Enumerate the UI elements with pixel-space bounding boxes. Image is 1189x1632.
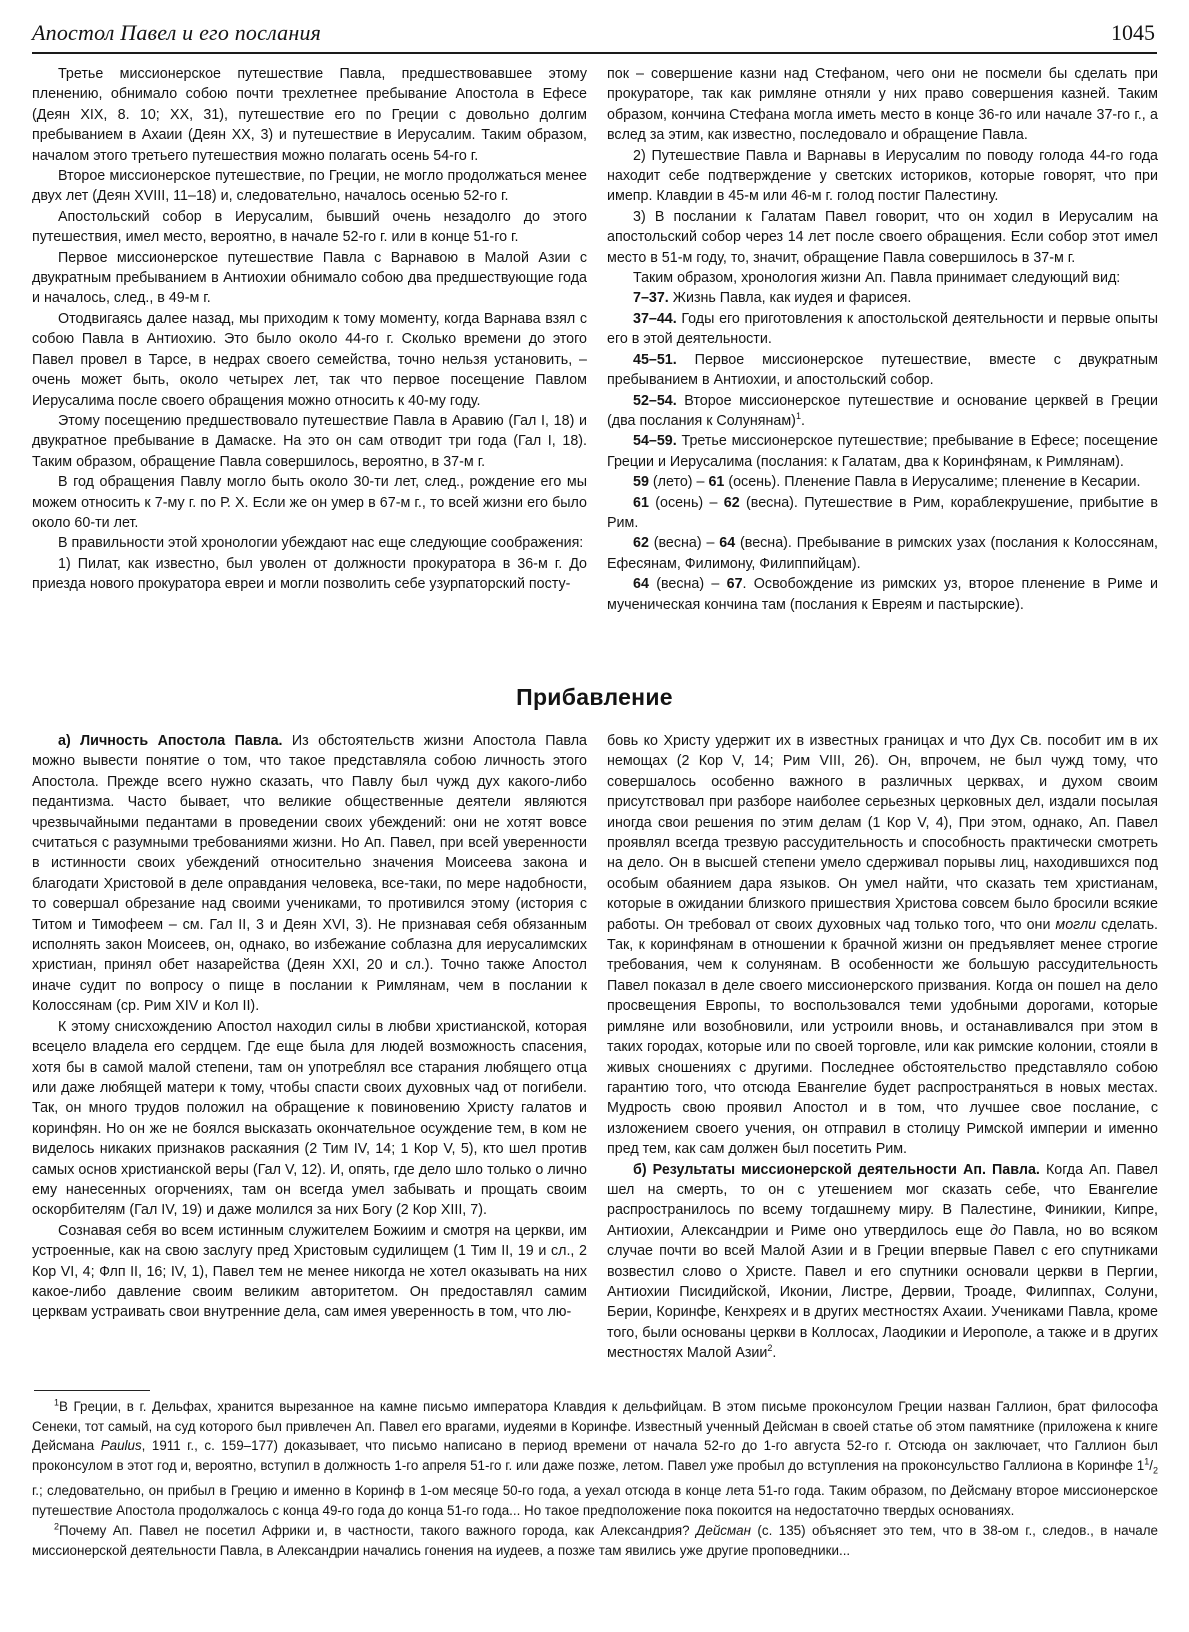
chronology-period: 45–51. [633,351,677,368]
chronology-period: 7–37. [633,290,669,307]
chronology-entry: 52–54. Второе миссионерское путешествие и основание церквей в Греции (два послания к Солунянам)$^1$. [607,392,1158,429]
chronology-entry: 62 (весна) – 64 (весна). Пребывание в римских узах (послания к Колоссянам, Ефесянам, Филимону, Филиппийцам). [607,535,1158,572]
paragraph: б) Результаты миссионерской деятельности Ап. Павла. Когда Ап. Павел шел на смерть, то он с утешением мог сказать себе, что Евангелие распространилось по всему тогдашнему миру. В Палестине, Финикии, Кипре, Антиохии, Александрии и Риме оно утвердилось еще до Павла, но во всяком случае почти во всей Малой Азии и в Греции впервые Павел с его спутниками возвестил слово о Христе. Павел и его спутники основали церкви в Пергии, Антиохии Писидийской, Иконии, Листре, Дервии, Троаде, Филиппах, Солуни, Берии, Коринфе, Кенхреях и в других местностях Ахаии. Учениками Павла, кроме того, были основаны церкви в Коллосах, Лаодикии и Иерополе, а также и в других местностях Малой Азии$^2$. [607,1161,1159,1362]
footnotes [32,1397,1158,1560]
left-column-bottom [32,731,587,1323]
paragraph: В год обращения Павлу могло быть около 30-ти лет, след., рождение его мы можем относить к 7-му г. по Р. Х. Если же он умер в 67-м г., то всей жизни его было около 60-ти лет. [32,474,587,531]
right-column-top [607,64,1158,615]
chronology-entry: 37–44. Годы его приготовления к апостольской деятельности и первые опыты его в этой деятельности. [607,310,1158,348]
chronology-period: 54–59. [633,433,677,450]
paragraph: Этому посещению предшествовало путешествие Павла в Аравию (Гал I, 18) и двукратное пребывание в Дамаске. На это он сам отводит три года (Гал I, 18). Таким образом, обращение Павла совершилось, вероятно, в 37-м г. [32,412,587,470]
right-column-bottom [607,731,1158,1364]
paragraph: 2) Путешествие Павла и Варнавы в Иерусалим по поводу голода 44-го года находит себе подтверждение у светских историков, которые говорят, что при имепр. Клавдии в 45-м или 46-м г. голод постиг Палестину. [607,147,1158,205]
chronology-entry: 59 (лето) – 61 (осень). Пленение Павла в Иерусалиме; пленение в Кесарии. [633,474,1141,491]
subsection-heading: б) Результаты миссионерской деятельности Ап. Павла. [633,1161,1040,1178]
footnote-divider [34,1390,150,1391]
page-number: 1045 [1111,20,1155,45]
chronology-entry: 64 (весна) – 67. Освобождение из римских уз, второе пленение в Риме и мученическая кончина там (послания к Евреям и пастырские). [607,576,1158,613]
page-header [32,18,1157,54]
chronology-entry: 45–51. Первое миссионерское путешествие, вместе с двукратным пребыванием в Антиохии, и апостольский собор. [607,351,1158,389]
paragraph: Таким образом, хронология жизни Ап. Павла принимает следующий вид: [633,270,1121,287]
paragraph: 1) Пилат, как известно, был уволен от должности прокуратора в 36-м г. До приезда нового прокуратора евреи и могли позволить себе узурпаторский посту- [32,555,587,593]
footnote-1: $^1$В Греции, в г. Дельфах, хранится вырезанное на камне письмо императора Клавдия к дельфийцам. В этом письме проконсулом Греции назван Галлион, брат философа Сенеки, тот самый, на суд которого был привлечен Ап. Павел его врагами, иудеями в Коринфе. Известный ученный Дейсман в своей статье об этом памятнике (приложена к книге Дейсмана Paulus, 1911 г., с. 159–177) доказывает, что письмо написано в период времени от начала 52-го до 1-го августа 52-го г. Отсюда он заключает, что Галлион был проконсулом в этот год и, вероятно, вступил в должность 1-го апреля 51-го г. или даже позже, летом. Павел уже пробыл до вступления на проконсульство Галлиона в Коринфе $1^1/_2$ г.; следовательно, он прибыл в Грецию и именно в Коринф в 1-ом месяце 50-го года, а уехал отсюда в конце лета 51-го года. Таким образом, по Дейсману второе миссионерское путешествие Апостола продолжалось с конца 49-го года до конца 51-го года... Но такое предположение пока покоится на недостаточно твердых основаниях. [32,1397,1158,1519]
paragraph: 3) В послании к Галатам Павел говорит, что он ходил в Иерусалим на апостольский собор через 14 лет после своего обращения. Если собор этот имел место в 51-м году, то, значит, обращение Павла совершилось в 37-м г. [607,208,1158,266]
paragraph: Сознавая себя во всем истинным служителем Божиим и смотря на церкви, им устроенные, как на свою заслугу пред Христовым судилищем (1 Тим II, 19 и сл., 2 Кор VI, 4; Флп II, 16; IV, 1), Павел тем не менее никогда не хотел оказывать на них какое-либо давление своим великим авторитетом. Он предоставлял самим церквам устраивать свои внутренние дела, сам имея уверенность в том, что лю- [32,1222,587,1321]
paragraph: бовь ко Христу удержит их в известных границах и что Дух Св. пособит им в их немощах (2 Кор V, 14; Рим VIII, 26). Он, впрочем, не был чужд тому, что совершалось особенно важного в различных церквах, и духом своим присутствовал при разборе наиболее серьезных церковных дел, издали посылая иногда свои решения по этим делам (1 Кор V, 4), При этом, однако, Ап. Павел проявлял всегда трезвую рассудительность и способность практически смотреть на дело. Он в высшей степени умело сдерживал порывы лиц, находившихся под особым обаянием дара языков. Он умел найти, что сказать тем христианам, которые в ожидании близкого пришествия Христова совсем было бросили всякие работы. Он требовал от своих духовных чад только того, что они могли сделать. Так, к коринфянам в отношении к брачной жизни он предъявляет менее строгие требования, чем к солунянам. В особенности же большую рассудительность Павел показал в деле своего миссионерского призвания. Когда он пошел на дело просвещения Европы, то воспользовался теми удобными дорогами, которые римляне или возобновили, или устроили вновь, и останавливался при этом в таких городах, которые или по своей торговле, или как римские колонии, стояли в живых сношениях с другими. Последнее обстоятельство представляло собою гарантию того, что отсюда Евангелие будет распространяться в новых местах. Мудрость свою проявил Апостол и в том, что лучшее свое послание, с изложением своего учения, он отправил в столицу Римской империи и именно пред тем, как сам должен был посетить Рим. [607,733,1158,1158]
footnote-mark: 2 [54,1521,60,1532]
chronology-period: 37–44. [633,310,677,327]
section-title: Прибавление [516,684,673,710]
chronology-entry: 61 (осень) – 62 (весна). Путешествие в Рим, кораблекрушение, прибытие в Рим. [607,494,1158,531]
paragraph: а) Личность Апостола Павла. Из обстоятельств жизни Апостола Павла можно вывести понятие о том, что такое представляла собою личность этого Апостола. Прежде всего нужно сказать, что Павлу был чужд дух какого-либо педантизма. Часто бывает, что великие общественные деятели являются чрезвычайными педантами в проведении своих убеждений: они не хотят вовсе считаться с разумными требованиями жизни. Но Ап. Павел, при всей уверенности в истинности своих убеждений относительно значения Моисеева закона и благодати Христовой в деле оправдания человека, все-таки, по мере надобности, то совершал обрезание над своими учениками, то противился этому (история с Титом и Тимофеем – см. Гал II, 3 и Деян XVI, 3). Не признавая себя обязанным исполнять закон Моисеев, он, однако, во избежание соблазна для иерусалимских христиан, принял обет назарейства (Деян XXI, 20 и сл.). Точно также Апостол иначе судит по вопросу о пище в послании к Римлянам, чем в послании к Колоссянам (ср. Рим XIV и Кол II). [32,733,587,1015]
left-column-top [32,64,587,595]
chronology-entry: 7–37. Жизнь Павла, как иудея и фарисея. [633,290,912,307]
footnote-ref: 2 [767,1343,773,1354]
footnote-ref: 1 [795,411,801,422]
paragraph: Третье миссионерское путешествие Павла, предшествовавшее этому пленению, обнимало собою почти трехлетнее пребывание Апостола в Ефесе (Деян XIX, 8. 10; XX, 31), путешествие его по Греции с довольно долгим пребыванием в Ахаии (Деян XX, 3) и путешествие в Иерусалим. Таким образом, началом этого третьего путешествия можно полагать осень 54-го г. [32,66,587,164]
paragraph: Отодвигаясь далее назад, мы приходим к тому моменту, когда Варнава взял с собою Павла в Антиохию. Это было около 44-го г. Сколько времени до этого Павел провел в Тарсе, в недрах своего семейства, точно нельзя установить, – очень может быть, около четырех лет, так что первое посещение Павлом Иерусалима после своего обращения можно относить к 40-му году. [32,310,587,409]
paragraph: пок – совершение казни над Стефаном, чего они не посмели бы сделать при прокураторе, так как римляне отняли у них право совершения казней. Таким образом, кончина Стефана могла иметь место в конце 36-го или начале 37-го г., а вслед за этим, как известно, последовало и обращение Павла. [607,66,1158,144]
footnote-mark: 1 [54,1397,60,1408]
chronology-period: 52–54. [633,392,677,409]
paragraph: Второе миссионерское путешествие, по Греции, не могло продолжаться менее двух лет (Деян XVIII, 11–18) и, следовательно, началось осенью 52-го г. [32,168,587,205]
paragraph: В правильности этой хронологии убеждают нас еще следующие соображения: [58,535,584,552]
paragraph: Первое миссионерское путешествие Павла с Варнавою в Малой Азии с двукратным пребыванием в Антиохии обнимало собою два предшествующие года и началось, след., в 49-м г. [32,249,587,307]
footnote-2: $^2$Почему Ап. Павел не посетил Африки и, в частности, такого важного города, как Александрия? Дейсман (с. 135) объясняет это тем, что в 38-ом г., следов., в начале миссионерской деятельности Павла, в Александрии начались гонения на иудеев, а позже там явились уже другие проповедники... [32,1521,1159,1558]
paragraph: Апостольский собор в Иерусалим, бывший очень незадолго до этого путешествия, имел место, вероятно, в начале 52-го г. или в конце 51-го г. [32,208,587,246]
paragraph: К этому снисхождению Апостол находил силы в любви христианской, которая всецело владела его сердцем. Где еще была для людей возможность спасения, хотя бы в самой малой степени, там он употреблял все старания любящего отца или даже любящей матери к тому, чтобы спасти своих духовных чад от погибели. Так, он много трудов положил на обращение к повиновению Христу галатов и коринфян. Но он же не боялся высказать окончательное осуждение тем, в ком не виделось никаких признаков раскаяния (2 Тим IV, 14; 1 Кор V, 5), кто шел против самых основ христианской веры (Гал V, 12). И, опять, где дело шло только о лично ему нанесенных огорчениях, там он всегда умел забывать и прощать своим оскорбителям (Гал IV, 19) и даже молился за них Богу (2 Кор XIII, 7). [32,1018,587,1219]
running-title: Апостол Павел и его послания [32,20,322,45]
chronology-entry: 54–59. Третье миссионерское путешествие; пребывание в Ефесе; посещение Греции и Иерусалима (послания: к Галатам, два к Коринфянам, к Римлянам). [607,433,1158,470]
subsection-heading: а) Личность Апостола Павла. [58,733,283,749]
